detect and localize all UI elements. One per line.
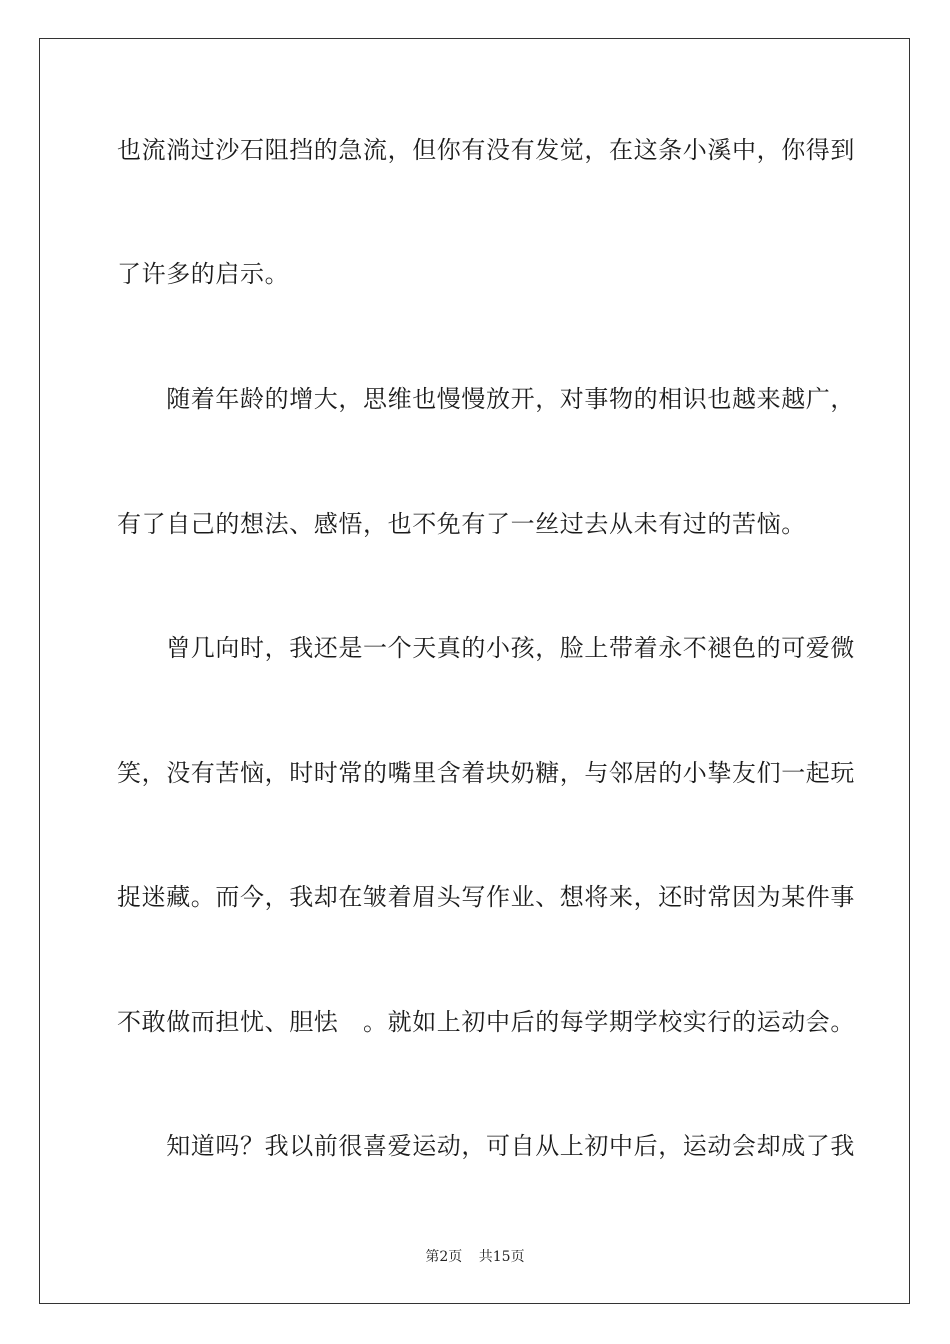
total-pages: 共15页 (478, 1249, 525, 1265)
text-line: 笑，没有苦恼，时时常的嘴里含着块奶糖，与邻居的小挚友们一起玩 (117, 759, 855, 787)
text-line: 随着年龄的增大，思维也慢慢放开，对事物的相识也越来越广， (117, 385, 855, 413)
text-line: 知道吗？我以前很喜爱运动，可自从上初中后，运动会却成了我 (117, 1132, 855, 1160)
text-line: 有了自己的想法、感悟，也不免有了一丝过去从未有过的苦恼。 (117, 510, 806, 538)
page-border (39, 38, 910, 1304)
page-footer (0, 1248, 950, 1266)
text-line: 曾几向时，我还是一个天真的小孩，脸上带着永不褪色的可爱微 (117, 634, 855, 662)
text-line: 不敢做而担忧、胆怯 。就如上初中后的每学期学校实行的运动会。 (117, 1008, 855, 1036)
page-number: 第2页 (425, 1249, 463, 1265)
text-line: 捉迷藏。而今，我却在皱着眉头写作业、想将来，还时常因为某件事 (117, 883, 855, 911)
text-line: 也流淌过沙石阻挡的急流，但你有没有发觉，在这条小溪中，你得到 (117, 136, 855, 164)
text-line: 了许多的启示。 (117, 260, 290, 288)
